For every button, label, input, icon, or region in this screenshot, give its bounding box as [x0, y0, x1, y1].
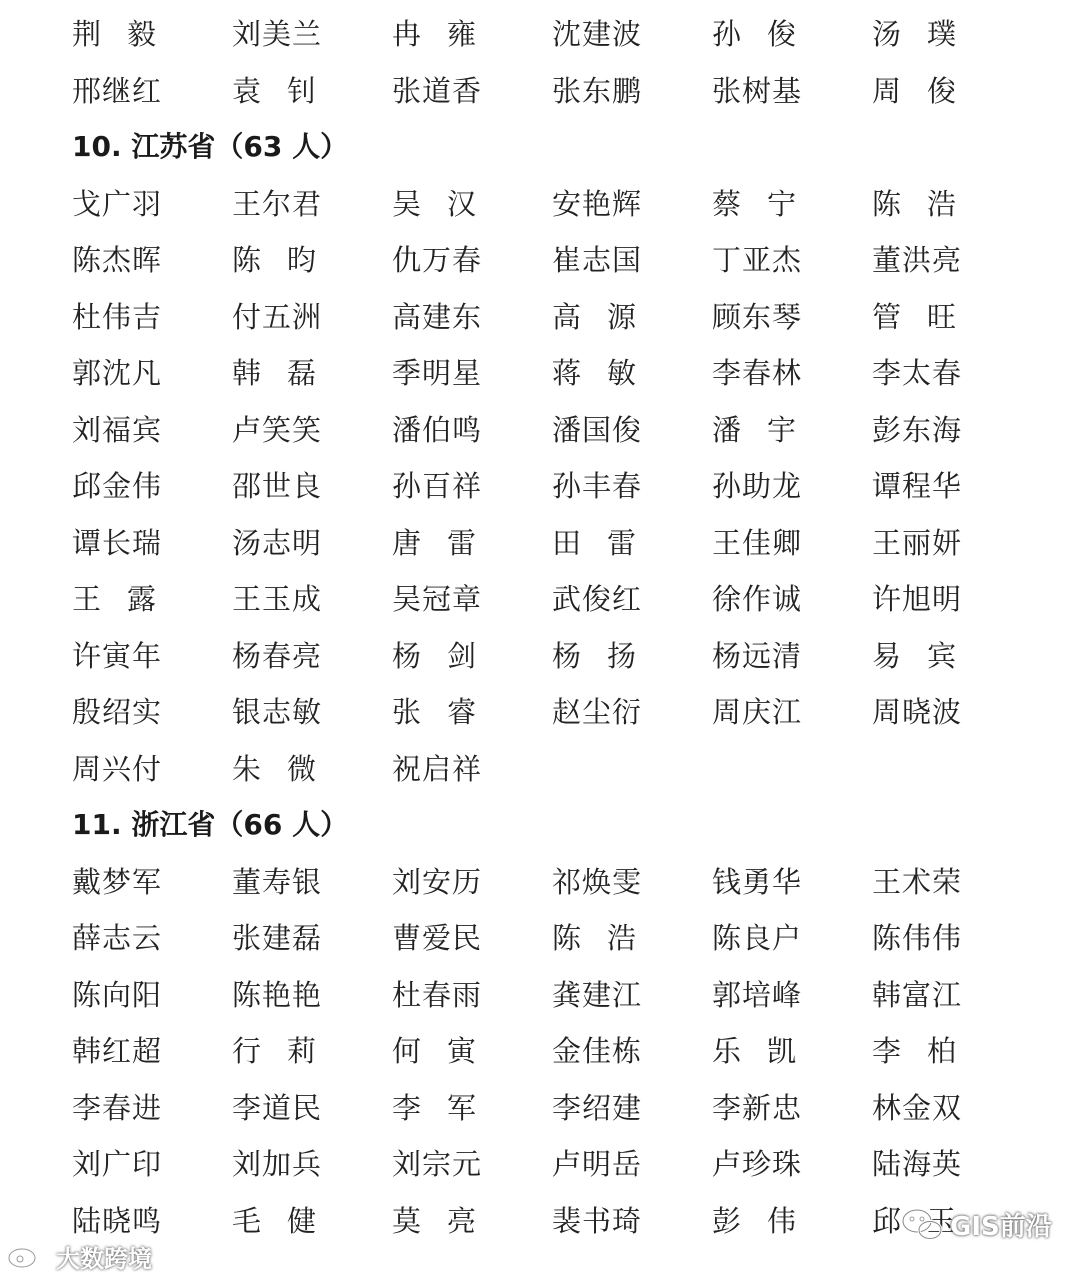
name-row: [0, 6, 1080, 62]
person-name: 杨远清: [712, 639, 803, 673]
name-cell: [392, 1080, 542, 1136]
name-cell: [712, 854, 862, 910]
name-cell: [712, 1080, 862, 1136]
person-name: 潘伯鸣: [392, 413, 483, 447]
person-name: 卢笑笑: [232, 413, 323, 447]
person-name: 刘美兰: [232, 17, 323, 51]
section-heading-jiangsu: 10. 江苏省（63 人）: [72, 130, 349, 163]
person-name: 潘国俊: [552, 413, 643, 447]
name-cell: [872, 1023, 1022, 1079]
person-name: 殷绍实: [72, 695, 163, 729]
name-cell: [232, 345, 382, 401]
person-name: 银志敏: [232, 695, 323, 729]
name-cell: [392, 854, 542, 910]
person-name: 金佳栋: [552, 1034, 643, 1068]
name-cell: [72, 515, 222, 571]
name-cell: [552, 910, 702, 966]
name-cell: [552, 1023, 702, 1079]
name-cell: [392, 345, 542, 401]
name-row: [0, 345, 1080, 401]
name-row: [0, 63, 1080, 119]
name-row: [0, 1023, 1080, 1079]
name-cell: [872, 628, 1022, 684]
person-name: 刘加兵: [232, 1147, 323, 1181]
person-name: 李 军: [392, 1091, 476, 1125]
name-row: [0, 910, 1080, 966]
person-name: 蔡 宁: [712, 187, 796, 221]
name-cell: [392, 1193, 542, 1249]
name-cell: [872, 910, 1022, 966]
person-name: 彭东海: [872, 413, 963, 447]
person-name: 沈建波: [552, 17, 643, 51]
name-cell: [232, 741, 382, 797]
person-name: 莫 亮: [392, 1204, 476, 1238]
name-cell: [552, 176, 702, 232]
name-cell: [392, 1023, 542, 1079]
name-cell: [392, 458, 542, 514]
person-name: 陈 浩: [552, 921, 636, 955]
person-name: 李绍建: [552, 1091, 643, 1125]
name-cell: [872, 684, 1022, 740]
name-cell: [232, 1136, 382, 1192]
name-row: [0, 458, 1080, 514]
person-name: 乐 凯: [712, 1034, 796, 1068]
name-cell: [232, 289, 382, 345]
person-name: 邵世良: [232, 469, 323, 503]
name-cell: [392, 232, 542, 288]
name-cell: [392, 628, 542, 684]
person-name: 李春进: [72, 1091, 163, 1125]
name-cell: [72, 176, 222, 232]
watermark-left-text: 大数跨境: [56, 1244, 152, 1273]
person-name: 许旭明: [872, 582, 963, 616]
name-cell: [872, 1080, 1022, 1136]
person-name: 裴书琦: [552, 1204, 643, 1238]
person-name: 汤 璞: [872, 17, 956, 51]
name-cell: [872, 854, 1022, 910]
name-cell: [392, 967, 542, 1023]
person-name: 陈 昀: [232, 243, 316, 277]
name-cell: [712, 515, 862, 571]
name-cell: [712, 289, 862, 345]
person-name: 刘广印: [72, 1147, 163, 1181]
person-name: 杜伟吉: [72, 300, 163, 334]
person-name: 刘福宾: [72, 413, 163, 447]
name-cell: [72, 402, 222, 458]
person-name: 谭程华: [872, 469, 963, 503]
person-name: 刘安历: [392, 865, 483, 899]
person-name: 冉 雍: [392, 17, 476, 51]
person-name: 孙助龙: [712, 469, 803, 503]
name-cell: [392, 684, 542, 740]
person-name: 崔志国: [552, 243, 643, 277]
name-cell: [232, 402, 382, 458]
name-cell: [72, 345, 222, 401]
name-row: [0, 571, 1080, 627]
name-cell: [712, 571, 862, 627]
person-name: 何 寅: [392, 1034, 476, 1068]
person-name: 朱 微: [232, 752, 316, 786]
name-cell: [232, 232, 382, 288]
name-cell: [552, 628, 702, 684]
name-cell: [552, 684, 702, 740]
person-name: 李太春: [872, 356, 963, 390]
person-name: 汤志明: [232, 526, 323, 560]
name-cell: [872, 176, 1022, 232]
name-cell: [392, 741, 542, 797]
person-name: 张建磊: [232, 921, 323, 955]
person-name: 王 露: [72, 582, 156, 616]
person-name: 付五洲: [232, 300, 323, 334]
name-cell: [712, 458, 862, 514]
person-name: 卢珍珠: [712, 1147, 803, 1181]
name-cell: [392, 515, 542, 571]
person-name: 郭培峰: [712, 978, 803, 1012]
name-cell: [72, 854, 222, 910]
name-cell: [232, 910, 382, 966]
name-cell: [872, 1136, 1022, 1192]
name-cell: [72, 1080, 222, 1136]
name-cell: [72, 967, 222, 1023]
name-row: [0, 741, 1080, 797]
name-cell: [232, 1023, 382, 1079]
person-name: 龚建江: [552, 978, 643, 1012]
person-name: 陈艳艳: [232, 978, 323, 1012]
person-name: 王术荣: [872, 865, 963, 899]
name-cell: [232, 6, 382, 62]
person-name: 曹爱民: [392, 921, 483, 955]
person-name: 管 旺: [872, 300, 956, 334]
person-name: 张东鹏: [552, 74, 643, 108]
person-name: 林金双: [872, 1091, 963, 1125]
person-name: 吴 汉: [392, 187, 476, 221]
watermark-right-text: GIS前沿: [950, 1211, 1052, 1242]
person-name: 徐作诚: [712, 582, 803, 616]
name-cell: [232, 684, 382, 740]
person-name: 荆 毅: [72, 17, 156, 51]
person-name: 杨 剑: [392, 639, 476, 673]
name-cell: [392, 6, 542, 62]
name-row: [0, 1136, 1080, 1192]
person-name: 戈广羽: [72, 187, 163, 221]
name-cell: [392, 289, 542, 345]
name-cell: [552, 6, 702, 62]
wechat-icon: [900, 1207, 944, 1241]
person-name: 陈良户: [712, 921, 803, 955]
person-name: 高建东: [392, 300, 483, 334]
person-name: 高 源: [552, 300, 636, 334]
person-name: 邢继红: [72, 74, 163, 108]
name-cell: [872, 571, 1022, 627]
person-name: 周庆江: [712, 695, 803, 729]
person-name: 李春林: [712, 356, 803, 390]
person-name: 王丽妍: [872, 526, 963, 560]
person-name: 周兴付: [72, 752, 163, 786]
person-name: 彭 伟: [712, 1204, 796, 1238]
name-cell: [872, 63, 1022, 119]
person-name: 袁 钊: [232, 74, 316, 108]
person-name: 孙 俊: [712, 17, 796, 51]
name-cell: [232, 967, 382, 1023]
person-name: 赵尘衍: [552, 695, 643, 729]
name-cell: [232, 854, 382, 910]
name-cell: [872, 232, 1022, 288]
person-name: 顾东琴: [712, 300, 803, 334]
name-row: [0, 967, 1080, 1023]
person-name: 安艳辉: [552, 187, 643, 221]
name-cell: [392, 402, 542, 458]
person-name: 吴冠章: [392, 582, 483, 616]
person-name: 孙百祥: [392, 469, 483, 503]
name-cell: [712, 967, 862, 1023]
name-cell: [392, 910, 542, 966]
name-cell: [232, 63, 382, 119]
person-name: 薛志云: [72, 921, 163, 955]
person-name: 张树基: [712, 74, 803, 108]
name-cell: [712, 684, 862, 740]
name-cell: [552, 1136, 702, 1192]
name-cell: [72, 289, 222, 345]
name-cell: [872, 515, 1022, 571]
name-cell: [552, 63, 702, 119]
name-cell: [232, 176, 382, 232]
name-row: [0, 628, 1080, 684]
watermark-left: [6, 1240, 152, 1272]
name-cell: [552, 515, 702, 571]
name-cell: [872, 967, 1022, 1023]
person-name: 王玉成: [232, 582, 323, 616]
person-name: 周 俊: [872, 74, 956, 108]
person-name: 张道香: [392, 74, 483, 108]
person-name: 杜春雨: [392, 978, 483, 1012]
name-cell: [72, 628, 222, 684]
name-row: [0, 515, 1080, 571]
name-cell: [72, 910, 222, 966]
name-cell: [872, 402, 1022, 458]
name-cell: [552, 232, 702, 288]
person-name: 韩 磊: [232, 356, 316, 390]
name-cell: [712, 910, 862, 966]
name-cell: [232, 1193, 382, 1249]
name-cell: [72, 458, 222, 514]
person-name: 杨春亮: [232, 639, 323, 673]
name-cell: [712, 1136, 862, 1192]
person-name: 韩富江: [872, 978, 963, 1012]
person-name: 祝启祥: [392, 752, 483, 786]
name-cell: [552, 289, 702, 345]
person-name: 郭沈凡: [72, 356, 163, 390]
name-cell: [872, 289, 1022, 345]
name-cell: [392, 571, 542, 627]
person-name: 钱勇华: [712, 865, 803, 899]
person-name: 邱金伟: [72, 469, 163, 503]
name-cell: [552, 1193, 702, 1249]
name-cell: [552, 854, 702, 910]
name-cell: [72, 684, 222, 740]
name-row: [0, 1080, 1080, 1136]
person-name: 丁亚杰: [712, 243, 803, 277]
name-cell: [72, 63, 222, 119]
name-cell: [72, 1136, 222, 1192]
name-cell: [712, 1023, 862, 1079]
person-name: 董洪亮: [872, 243, 963, 277]
person-name: 杨 扬: [552, 639, 636, 673]
person-name: 陈向阳: [72, 978, 163, 1012]
watermark-right: [900, 1206, 1052, 1242]
person-name: 谭长瑞: [72, 526, 163, 560]
name-cell: [72, 741, 222, 797]
person-name: 易 宾: [872, 639, 956, 673]
person-name: 卢明岳: [552, 1147, 643, 1181]
name-cell: [232, 1080, 382, 1136]
person-name: 唐 雷: [392, 526, 476, 560]
name-cell: [712, 345, 862, 401]
name-cell: [392, 1136, 542, 1192]
person-name: 邱 玉: [872, 1204, 956, 1238]
person-name: 周晓波: [872, 695, 963, 729]
name-cell: [712, 232, 862, 288]
name-cell: [232, 458, 382, 514]
person-name: 李 柏: [872, 1034, 956, 1068]
name-cell: [392, 176, 542, 232]
name-row: [0, 232, 1080, 288]
person-name: 季明星: [392, 356, 483, 390]
person-name: 陆晓鸣: [72, 1204, 163, 1238]
name-cell: [72, 232, 222, 288]
name-cell: [392, 63, 542, 119]
person-name: 陈 浩: [872, 187, 956, 221]
name-cell: [552, 1080, 702, 1136]
person-name: 孙丰春: [552, 469, 643, 503]
name-cell: [552, 571, 702, 627]
name-cell: [712, 1193, 862, 1249]
name-cell: [232, 628, 382, 684]
person-name: 毛 健: [232, 1204, 316, 1238]
person-name: 祁焕雯: [552, 865, 643, 899]
name-row: [0, 402, 1080, 458]
name-cell: [552, 402, 702, 458]
person-name: 张 睿: [392, 695, 476, 729]
person-name: 行 莉: [232, 1034, 316, 1068]
person-name: 蒋 敏: [552, 356, 636, 390]
name-cell: [232, 515, 382, 571]
name-cell: [72, 1023, 222, 1079]
name-cell: [872, 6, 1022, 62]
person-name: 陈杰晖: [72, 243, 163, 277]
name-cell: [232, 571, 382, 627]
name-cell: [872, 345, 1022, 401]
name-cell: [552, 458, 702, 514]
person-name: 董寿银: [232, 865, 323, 899]
person-name: 李新忠: [712, 1091, 803, 1125]
person-name: 仇万春: [392, 243, 483, 277]
name-cell: [872, 458, 1022, 514]
name-row: [0, 684, 1080, 740]
person-name: 陈伟伟: [872, 921, 963, 955]
person-name: 戴梦军: [72, 865, 163, 899]
name-cell: [712, 176, 862, 232]
name-cell: [712, 6, 862, 62]
person-name: 王佳卿: [712, 526, 803, 560]
person-name: 陆海英: [872, 1147, 963, 1181]
name-cell: [712, 63, 862, 119]
name-cell: [712, 628, 862, 684]
person-name: 李道民: [232, 1091, 323, 1125]
person-name: 田 雷: [552, 526, 636, 560]
name-row: [0, 289, 1080, 345]
person-name: 潘 宇: [712, 413, 796, 447]
person-name: 刘宗元: [392, 1147, 483, 1181]
name-cell: [712, 402, 862, 458]
weibo-icon: [6, 1242, 50, 1270]
name-cell: [72, 6, 222, 62]
name-cell: [552, 967, 702, 1023]
person-name: 许寅年: [72, 639, 163, 673]
name-cell: [552, 345, 702, 401]
section-heading-zhejiang: 11. 浙江省（66 人）: [72, 808, 349, 841]
person-name: 韩红超: [72, 1034, 163, 1068]
name-row: [0, 854, 1080, 910]
name-row: [0, 176, 1080, 232]
person-name: 武俊红: [552, 582, 643, 616]
person-name: 王尔君: [232, 187, 323, 221]
name-cell: [72, 571, 222, 627]
